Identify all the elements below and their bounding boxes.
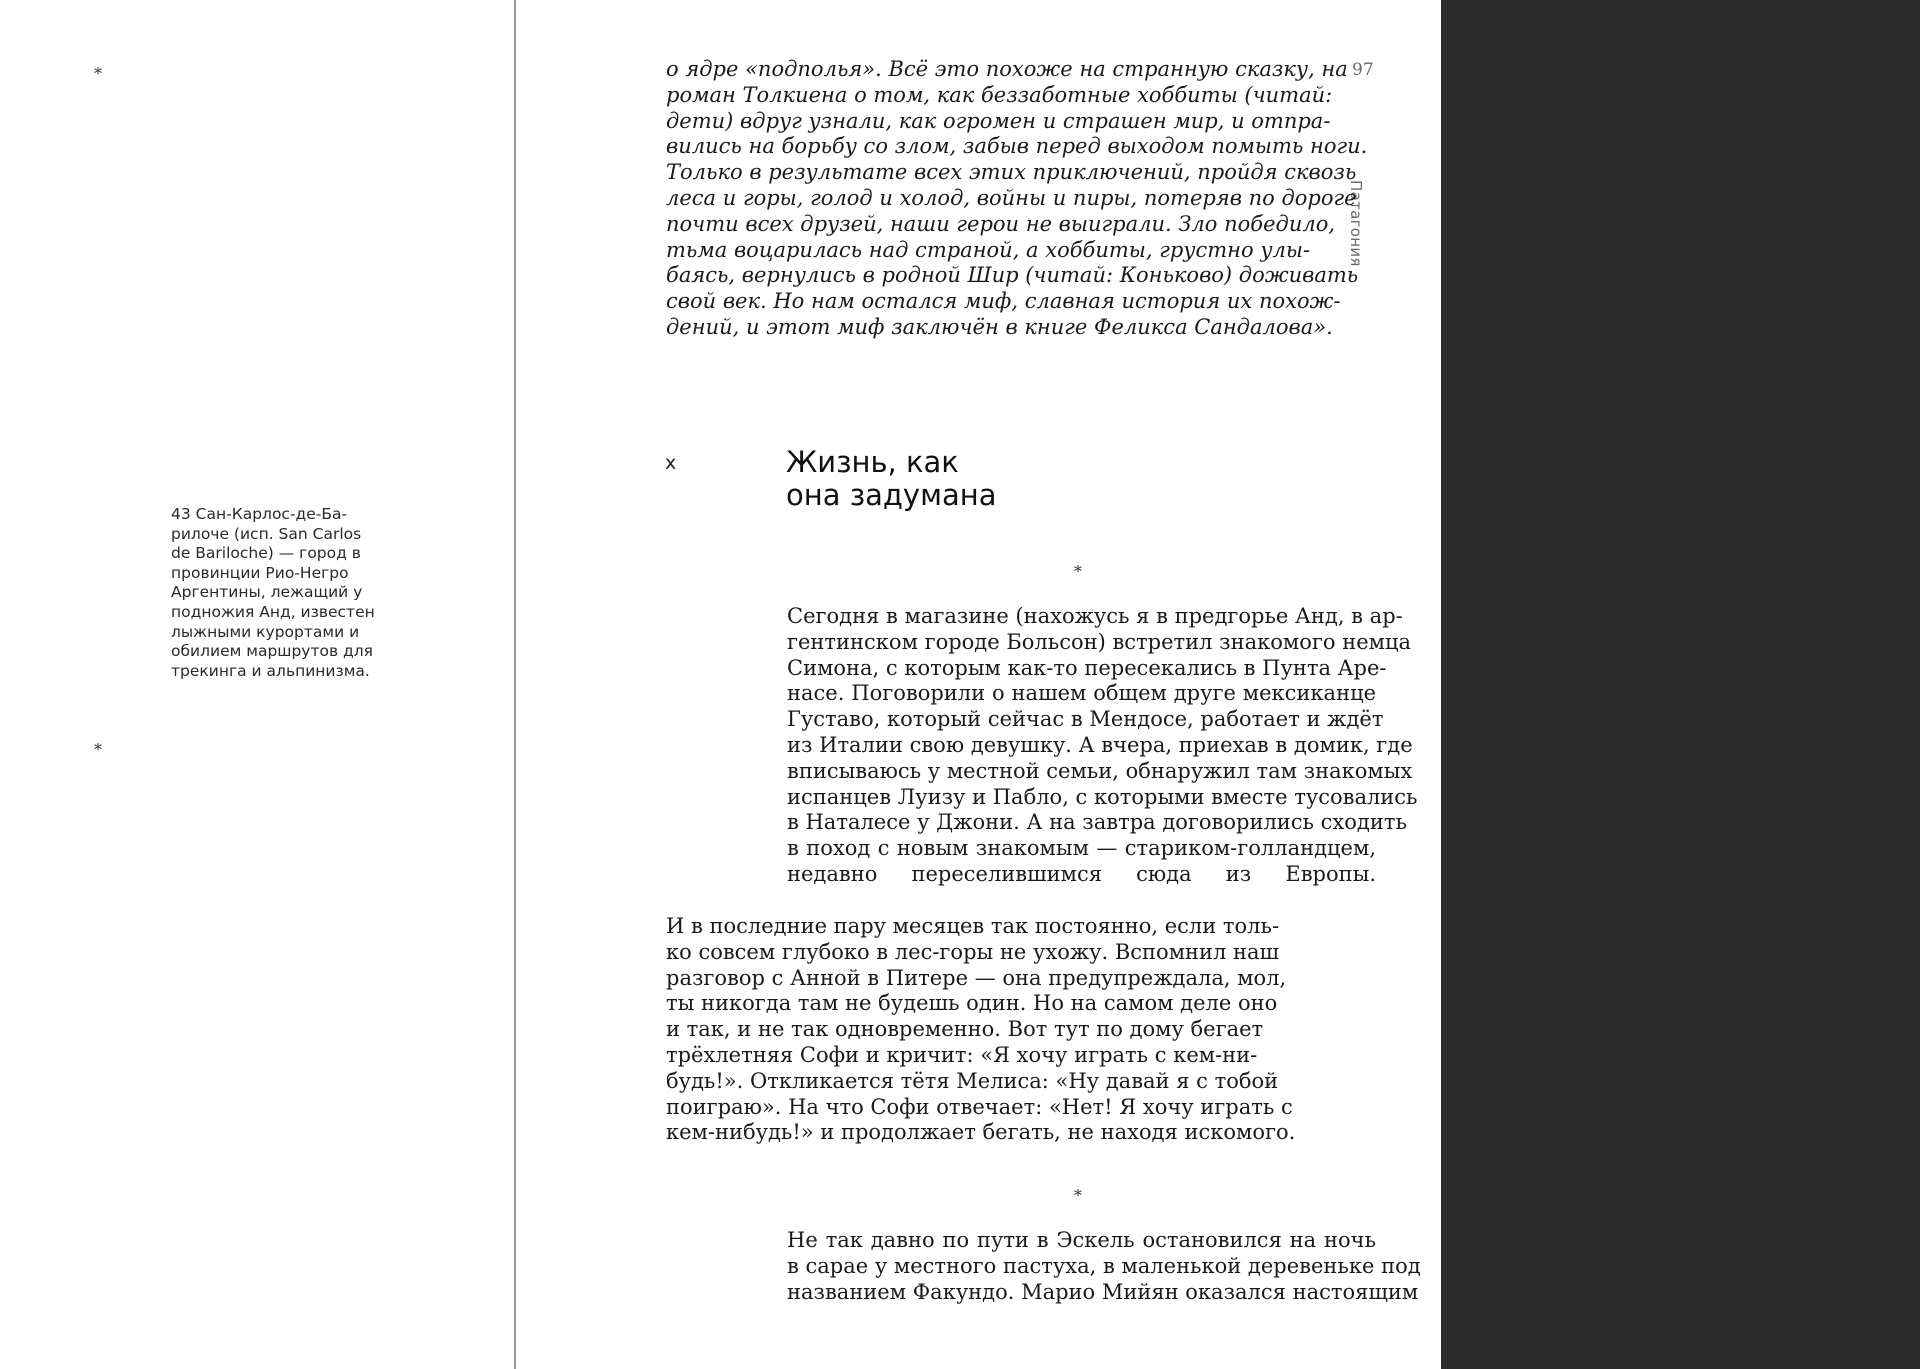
paragraph-1 — [787, 604, 1418, 888]
section-title — [786, 446, 996, 512]
text-line: она задумана — [786, 478, 997, 512]
text-line: леса и горы, голод и холод, войны и пиры, потеряв по дороге — [666, 185, 1357, 210]
text-line: Густаво, который сейчас в Мендосе, работает и ждёт — [787, 707, 1384, 732]
paragraph-3 — [787, 1228, 1421, 1305]
section-asterisk: * — [94, 64, 102, 83]
section-asterisk: * — [1074, 562, 1082, 581]
text-line: подножия Анд, известен — [171, 602, 375, 621]
text-line: почти всех друзей, наши герои не выиграли. Зло победило, — [666, 211, 1336, 236]
section-asterisk: * — [1074, 1186, 1082, 1205]
text-line: Аргентины, лежащий у — [171, 583, 363, 602]
text-line: вились на борьбу со злом, забыв перед выходом помыть ноги. — [666, 134, 1368, 159]
text-line: тьма воцарилась над страной, а хоббиты, грустно улы- — [666, 237, 1311, 262]
text-line: Жизнь, как — [786, 445, 959, 479]
text-line: трёхлетняя Софи и кричит: «Я хочу играть с кем-ни- — [666, 1042, 1258, 1067]
text-line: гентинском городе Больсон) встретил знакомого немца — [787, 629, 1411, 654]
text-line: испанцев Луизу и Пабло, с которыми вместе тусовались — [787, 784, 1418, 809]
text-line: в Наталесе у Джони. А на завтра договорились сходить — [787, 810, 1407, 835]
text-line: вписываюсь у местной семьи, обнаружил там знакомых — [787, 758, 1413, 783]
text-line: 43 Сан-Карлос-де-Ба- — [171, 505, 348, 523]
text-line: роман Толкиена о том, как беззаботные хоббиты (читай: — [666, 82, 1333, 107]
text-line: дети) вдруг узнали, как огромен и страшен мир, и отпра- — [666, 108, 1331, 133]
section-asterisk: * — [94, 740, 102, 759]
left-page — [0, 0, 514, 1369]
section-mark: x — [665, 452, 677, 474]
text-line: ко совсем глубоко в лес-горы не ухожу. Вспомнил наш — [666, 939, 1280, 964]
text-line: баясь, вернулись в родной Шир (читай: Коньково) доживать — [666, 263, 1359, 288]
running-head: Патагония — [1347, 180, 1365, 267]
text-line: кем-нибудь!» и продолжает бегать, не находя искомого. — [666, 1120, 1296, 1145]
footnote-43 — [171, 505, 375, 681]
text-line: разговор с Анной в Питере — она предупреждала, мол, — [666, 965, 1287, 990]
text-line: Только в результате всех этих приключений, пройдя сквозь — [666, 160, 1357, 185]
text-line: насе. Поговорили о нашем общем друге мексиканце — [787, 681, 1376, 706]
text-line: и так, и не так одновременно. Вот тут по дому бегает — [666, 1017, 1264, 1042]
text-line: дений, и этот миф заключён в книге Феликса Сандалова». — [666, 314, 1333, 339]
text-line: названием Факундо. Марио Мийян оказался настоящим — [787, 1279, 1419, 1304]
dark-background-panel — [1441, 0, 1920, 1369]
paragraph-2 — [666, 914, 1296, 1146]
text-line: из Италии свою девушку. А вчера, приехав в домик, где — [787, 732, 1413, 757]
text-line: ты никогда там не будешь один. Но на самом деле оно — [666, 991, 1278, 1016]
text-line: в поход с новым знакомым — стариком-голландцем, — [787, 836, 1376, 861]
text-line: свой век. Но нам остался миф, славная история их похож- — [666, 289, 1341, 314]
text-line: поиграю». На что Софи отвечает: «Нет! Я хочу играть с — [666, 1094, 1293, 1119]
text-line: в сарае у местного пастуха, в маленькой деревеньке под — [787, 1253, 1421, 1278]
page-number: 97 — [1352, 60, 1374, 80]
text-line: Сегодня в магазине (нахожусь я в предгорье Анд, в ар- — [787, 604, 1403, 628]
text-line: Симона, с которым как-то пересекались в Пунта Аре- — [787, 655, 1387, 680]
text-line: о ядре «подполья». Всё это похоже на странную сказку, на — [666, 57, 1348, 81]
text-line: И в последние пару месяцев так постоянно, если толь- — [666, 914, 1280, 938]
text-line: провинции Рио-Негро — [171, 563, 349, 582]
text-line: лыжными курортами и — [171, 622, 360, 641]
text-line: рилоче (исп. San Carlos — [171, 524, 362, 543]
text-line: будь!». Откликается тётя Мелиса: «Ну давай я с тобой — [666, 1068, 1279, 1093]
text-line: недавно переселившимся сюда из Европы. — [787, 861, 1376, 886]
text-line: обилием маршрутов для — [171, 642, 373, 661]
text-line: трекинга и альпинизма. — [171, 661, 370, 680]
text-line: de Bariloche) — город в — [171, 544, 361, 563]
text-line: Не так давно по пути в Эскель остановился на ночь — [787, 1228, 1376, 1252]
